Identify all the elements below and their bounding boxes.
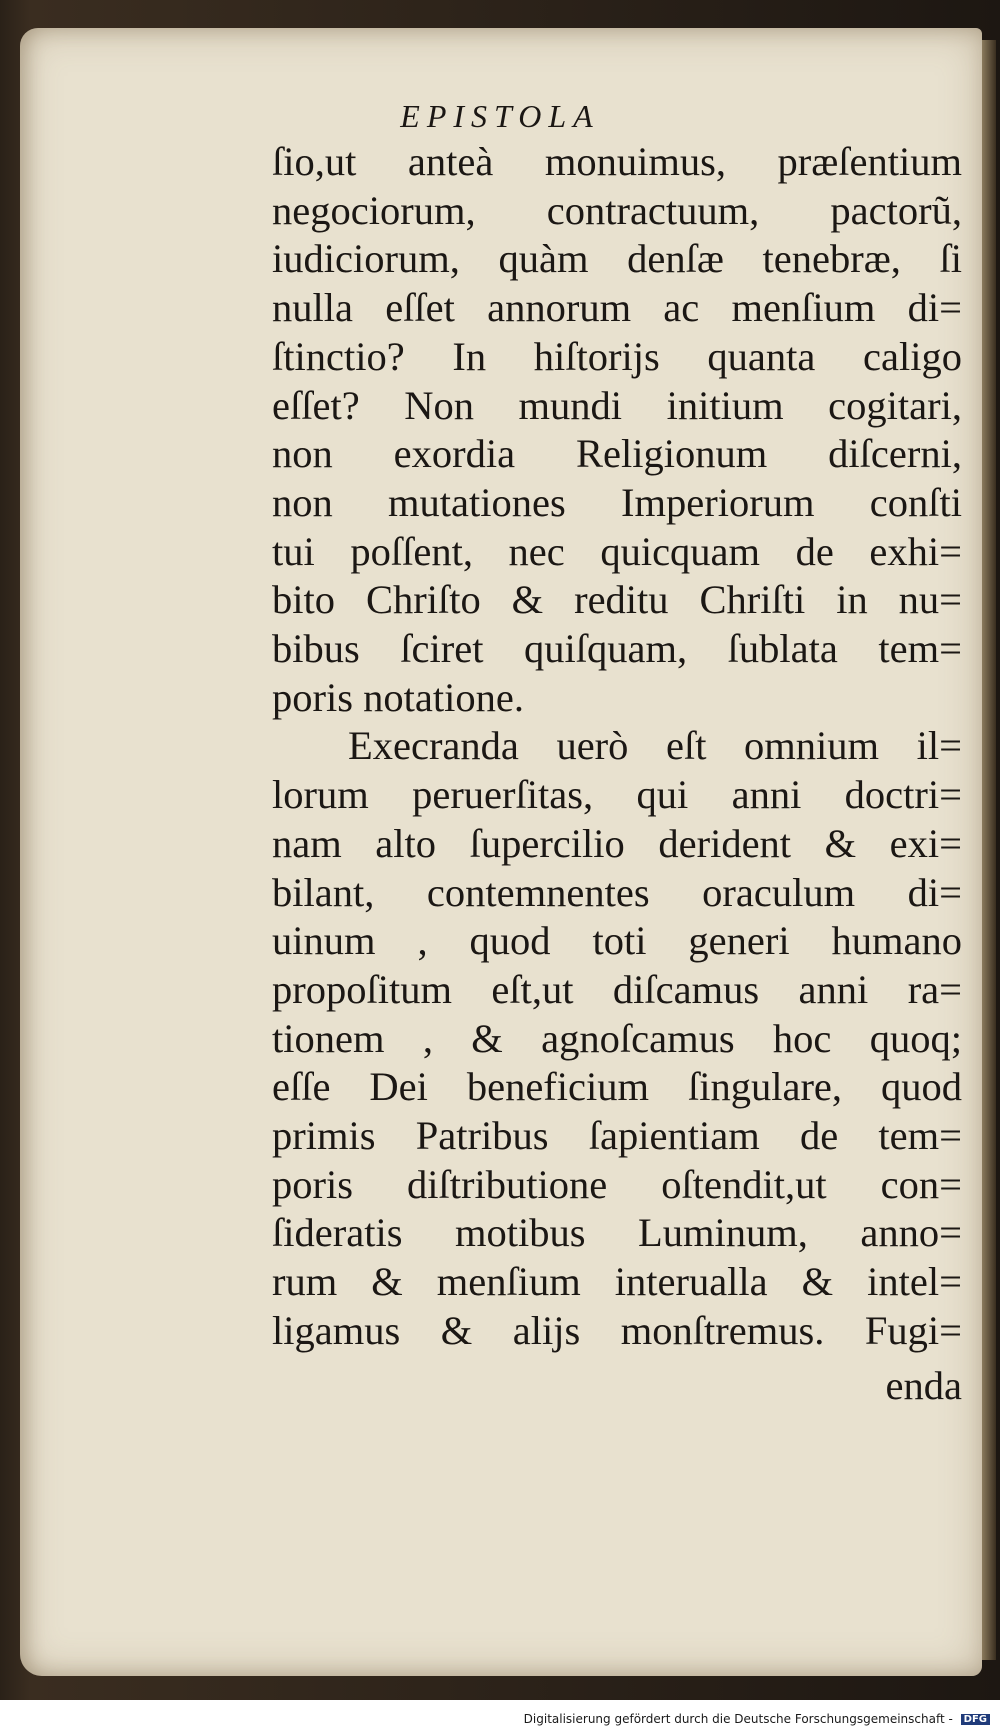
text-line: lorum peruerſitas, qui anni doctri=	[272, 772, 962, 818]
running-head: EPISTOLA	[400, 98, 600, 134]
credit-text: Digitalisierung gefördert durch die Deutsche Forschungsgemeinschaft -	[523, 1712, 953, 1726]
text-line: eſſet? Non mundi initium cogitari,	[272, 382, 962, 428]
page-fore-edge	[982, 40, 996, 1660]
text-line: bilant, contemnentes oraculum di=	[272, 869, 962, 915]
text-line: Execranda uerò eſt omnium il=	[348, 723, 962, 769]
text-line: propoſitum eſt,ut diſcamus anni ra=	[272, 966, 962, 1012]
text-line: ſideratis motibus Luminum, anno=	[272, 1210, 962, 1256]
text-line: bito Chriſto & reditu Chriſti in nu=	[272, 577, 962, 623]
text-line: bibus ſciret quiſquam, ſublata tem=	[272, 626, 962, 672]
text-line: rum & menſium interualla & intel=	[272, 1259, 962, 1305]
text-line: ſio,ut anteà monuimus, præſentium	[272, 139, 962, 184]
text-line: uinum , quod toti generi humano	[272, 918, 962, 964]
body-text	[272, 138, 962, 1356]
text-line: nam alto ſupercilio derident & exi=	[272, 820, 962, 866]
text-line: nulla eſſet annorum ac menſium di=	[272, 285, 962, 331]
text-line: non mutationes Imperiorum conſti	[272, 479, 962, 525]
text-line: poris diſtributione oſtendit,ut con=	[272, 1161, 962, 1207]
text-line: non exordia Religionum diſcerni,	[272, 431, 962, 477]
text-line: tionem , & agnoſcamus hoc quoq;	[272, 1015, 962, 1061]
text-line: eſſe Dei beneficium ſingulare, quod	[272, 1064, 962, 1110]
text-line: ligamus & alijs monſtremus. Fugi=	[272, 1307, 962, 1353]
text-line: ſtinctio? In hiſtorijs quanta caligo	[272, 333, 962, 379]
text-line: poris notatione.	[272, 674, 524, 720]
catchword: enda	[885, 1363, 962, 1408]
text-line: tui poſſent, nec quicquam de exhi=	[272, 528, 962, 574]
digitization-credit	[0, 1712, 990, 1726]
text-line: negociorum, contractuum, pactorũ,	[272, 187, 962, 233]
text-line: primis Patribus ſapientiam de tem=	[272, 1113, 962, 1159]
dfg-logo: DFG	[961, 1714, 990, 1725]
text-line: iudiciorum, quàm denſæ tenebræ, ſi	[272, 236, 962, 282]
